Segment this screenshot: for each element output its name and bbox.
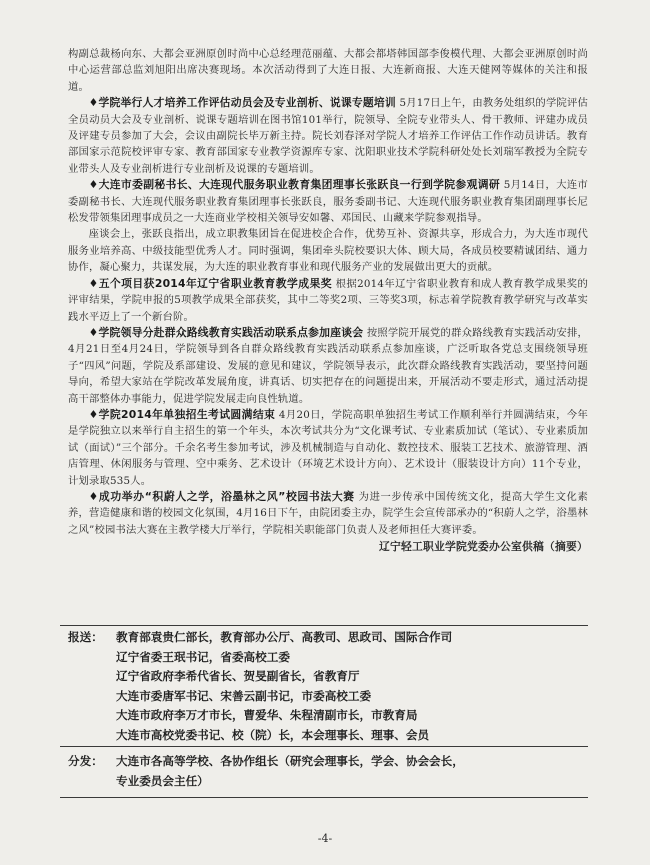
news-headline: ♦成功举办“积蔚人之学，浴墨林之风”校园书法大赛: [88, 489, 355, 503]
news-headline: ♦五个项目获2014年辽宁省职业教育教学成果奖: [88, 276, 332, 290]
news-items: [68, 95, 588, 538]
news-item: [68, 325, 588, 407]
news-item: [68, 177, 588, 226]
news-headline: ♦学院2014年单独招生考试圆满结束: [88, 407, 276, 421]
recipient-line: 教育部袁贵仁部长，教育部办公厅、高教司、思政司、国际合作司: [116, 630, 453, 644]
news-text: 按照学院开展党的群众路线教育实践活动安排，4月21日至4月24日，学院领导到各自群众路线教育实践活动联系点参加座谈，广泛听取各党总支围绕领导班子“四风”问题，学院及系部建设、发展的意见和建议，学院领导表示，此次群众路线教育实践活动，要坚持问题导向，希望大家站在学院改革发展角度，讲真话、切实把存在的问题提出来，开展活动不要走形式，通过活动提高干部整体办事能力，促进学院发展走向良性轨道。: [68, 326, 588, 405]
divider-top: [60, 625, 588, 626]
lead-paragraph: 构副总裁杨向东、大都会亚洲原创时尚中心总经理范丽蕴、大都会都塔韩国部李俊模代理、大都会亚洲原创时尚中心运营部总监刘旭阳出席决赛现场。本次活动得到了大连日报、大连新商报、大连天健网等媒体的关注和报道。: [68, 48, 588, 93]
news-body: [68, 46, 588, 556]
divider-bottom: [60, 797, 588, 798]
page-number: -4-: [317, 832, 333, 845]
recipient-line: 专业委员会主任）: [116, 773, 209, 788]
recipient-line: 辽宁省政府李希代省长、贺旻副省长，省教育厅: [116, 669, 360, 683]
send-label: 分发：: [68, 754, 103, 768]
news-text: 4月20日，学院高职单独招生考试工作顺利举行并圆满结束，今年是学院独立以来举行自主招生的第一个年头，本次考试共分为“文化课考试、专业素质加试（笔试）、专业素质加试（面试）”三个部分。千余名考生参加考试，涉及机械制造与自动化、数控技术、服装工艺技术、旅游管理、酒店管理、休闲服务与管理、空中乘务、艺术设计（环境艺术设计方向）、艺术设计（服装设计方向）11个专业，计划录取535人。: [68, 408, 588, 487]
send-section: [68, 752, 588, 791]
source-credit: 辽宁轻工职业学院党委办公室供稿（摘要）: [379, 540, 588, 554]
news-text: 为进一步传承中国传统文化，提高大学生文化素养，营造健康和谐的校园文化氛围，4月16日下午，由院团委主办，院学生会宣传部承办的“积蔚人之学，浴墨林之风”校园书法大赛在主教学楼大厅举行，学院相关职能部门负责人及老师担任大赛评委。: [68, 490, 588, 536]
report-label: 报送：: [68, 630, 103, 644]
recipient-line: 辽宁省委王珉书记，省委高校工委: [116, 649, 290, 664]
divider-middle: [60, 746, 588, 747]
recipient-line: 大连市各高等学校、各协作组长（研究会理事长，学会、协会会长，: [116, 754, 464, 768]
news-text: 5月14日，大连市委副秘书长、大连现代服务职业教育集团理事长张跃良，服务委副书记、大连现代服务职业教育集团副理事长尼松发带领集团理事成员之一大连商业学校相关领导安如馨、邓国民、山藏来学院参观指导。: [68, 179, 588, 225]
news-continuation: 座谈会上，张跃良指出，成立职教集团旨在促进校企合作，优势互补、资源共享，形成合力，为大连市现代服务业培养高、中级技能型优秀人才。同时强调，集团牵头院校要识大体、顾大局，各成员校要精诚团结、通力协作，凝心聚力，共谋发展，为大连的职业教育事业和现代服务产业的发展做出更大的贡献。: [68, 228, 588, 274]
news-item: [68, 276, 588, 325]
recipient-line: 大连市政府李万才市长，曹爱华、朱程清副市长，市教育局: [116, 708, 418, 722]
report-section: [68, 628, 588, 745]
news-headline: ♦学院领导分赴群众路线教育实践活动联系点参加座谈会: [88, 325, 364, 339]
news-headline: ♦学院举行人才培养工作评估动员会及专业剖析、说课专题培训: [88, 96, 396, 110]
news-headline: ♦大连市委副秘书长、大连现代服务职业教育集团理事长张跃良一行到学院参观调研: [88, 178, 501, 192]
recipient-line: 大连市高校党委书记、校（院）长，本会理事长、理事、会员: [116, 727, 430, 742]
news-item: [68, 489, 588, 538]
news-item: [68, 407, 588, 489]
send-recipients: [116, 752, 588, 791]
news-text: 5月17日上午，由教务处组织的学院评估全员动员大会及专业剖析、说课专题培训在图书馆101举行，院领导、全院专业带头人、骨干教师、评建办成员及评建专员参加了大会，会议由副院长毕万新主持。院长刘春泽对学院人才培养工作评估工作作动员讲话。教育部国家示范院校评审专家、教育部国家专业教学资源库专家、沈阳职业技术学院科研处处长刘瑞军教授为全院专业带头人及专业剖析进行专业剖析及说课的专题培训。: [68, 97, 588, 175]
recipient-line: 大连市委唐军书记、宋善云副书记，市委高校工委: [116, 688, 372, 703]
report-recipients: [116, 628, 588, 745]
news-text: 根据2014年辽宁省职业教育和成人教育教学成果奖的评审结果，学院申报的5项教学成果全部获奖，其中二等奖2项、三等奖3项，标志着学院教育教学研究与改革实践水平迈上了一个新台阶。: [68, 277, 588, 323]
news-item: [68, 95, 588, 177]
